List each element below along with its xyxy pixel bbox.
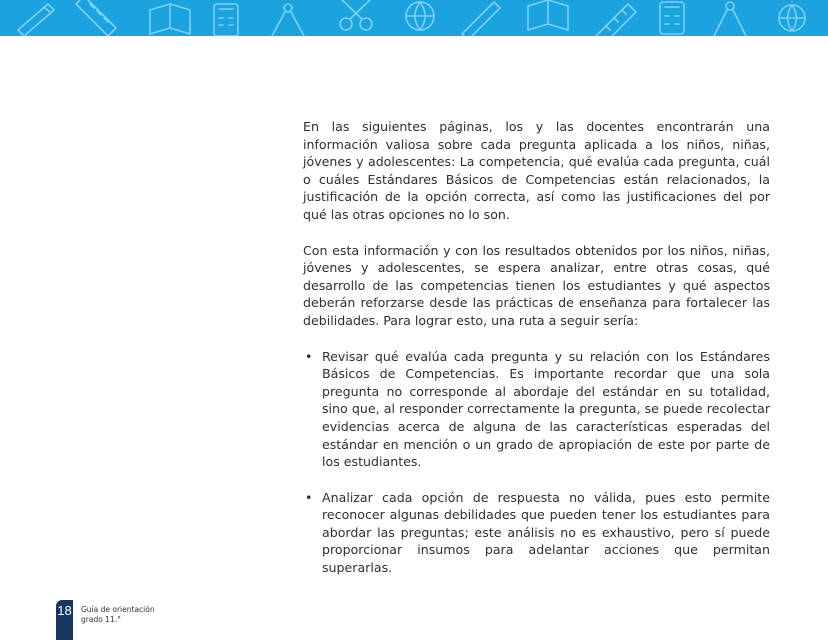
route-list — [303, 348, 770, 577]
list-item — [303, 348, 770, 471]
bullet-icon: • — [305, 489, 313, 505]
guide-title — [81, 605, 155, 624]
book-icon — [150, 4, 190, 34]
guide-title-line1: Guía de orientación — [81, 605, 155, 614]
book-icon — [528, 0, 568, 30]
calculator-icon — [214, 4, 238, 36]
intro-paragraph: En las siguientes páginas, los y las docentes encontrarán una información valiosa sobre cada pregunta aplicada a los niños, niñas, jóvenes y adolescentes: La competencia, qué evalúa cada pregunta, cuál o cuáles Estándares Básicos de Competencias están relacionados, la justificación de la opción correcta, así como las justificaciones del por qué las otras opciones no lo son. — [303, 119, 770, 222]
scissors-icon — [340, 0, 372, 30]
compass-icon — [272, 4, 304, 36]
calculator-icon — [660, 2, 684, 34]
guide-title-line2: grado 11.° — [81, 614, 121, 624]
list-item-text: Revisar qué evalúa cada pregunta y su relación con los Estándares Básicos de Competencias. Es importante recordar que una sola pregunta no corresponde al abordaje del estándar en su totalidad, sino que, al responder correctamente la pregunta, se puede recolectar evidencias acerca de alguna de las características esperadas del estándar en mención o un grado de apropiación de este por parte de los estudiantes. — [322, 348, 770, 470]
globe-icon — [779, 5, 805, 31]
pencil-icon — [462, 2, 500, 36]
body-text — [303, 118, 770, 595]
compass-icon — [714, 2, 746, 36]
analysis-paragraph: Con esta información y con los resultados obtenidos por los niños, niñas, jóvenes y adolescentes, se espera analizar, entre otras cosas, qué desarrollo de las competencias tienen los estudiantes y qué aspectos deberán reforzarse desde las prácticas de enseñanza para fortalecer las debilidades. Para lograr esto, una ruta a seguir sería: — [303, 242, 770, 328]
list-item — [303, 489, 770, 577]
bullet-icon: • — [305, 348, 313, 364]
page-number-tab — [56, 600, 73, 640]
list-item-text: Analizar cada opción de respuesta no válida, pues esto permite reconocer algunas debilidades que pueden tener los estudiantes para abordar las preguntas; este análisis no es exhaustivo, pero sí puede proporcionar insumos para adelantar acciones que permitan superarlas. — [322, 489, 770, 576]
school-supplies-pattern — [0, 0, 828, 36]
page-number: 18 — [57, 603, 72, 618]
globe-icon — [406, 2, 434, 30]
header-banner — [0, 0, 828, 36]
ruler-icon — [596, 4, 636, 36]
ruler-icon — [76, 0, 116, 36]
pencil-icon — [18, 4, 54, 36]
